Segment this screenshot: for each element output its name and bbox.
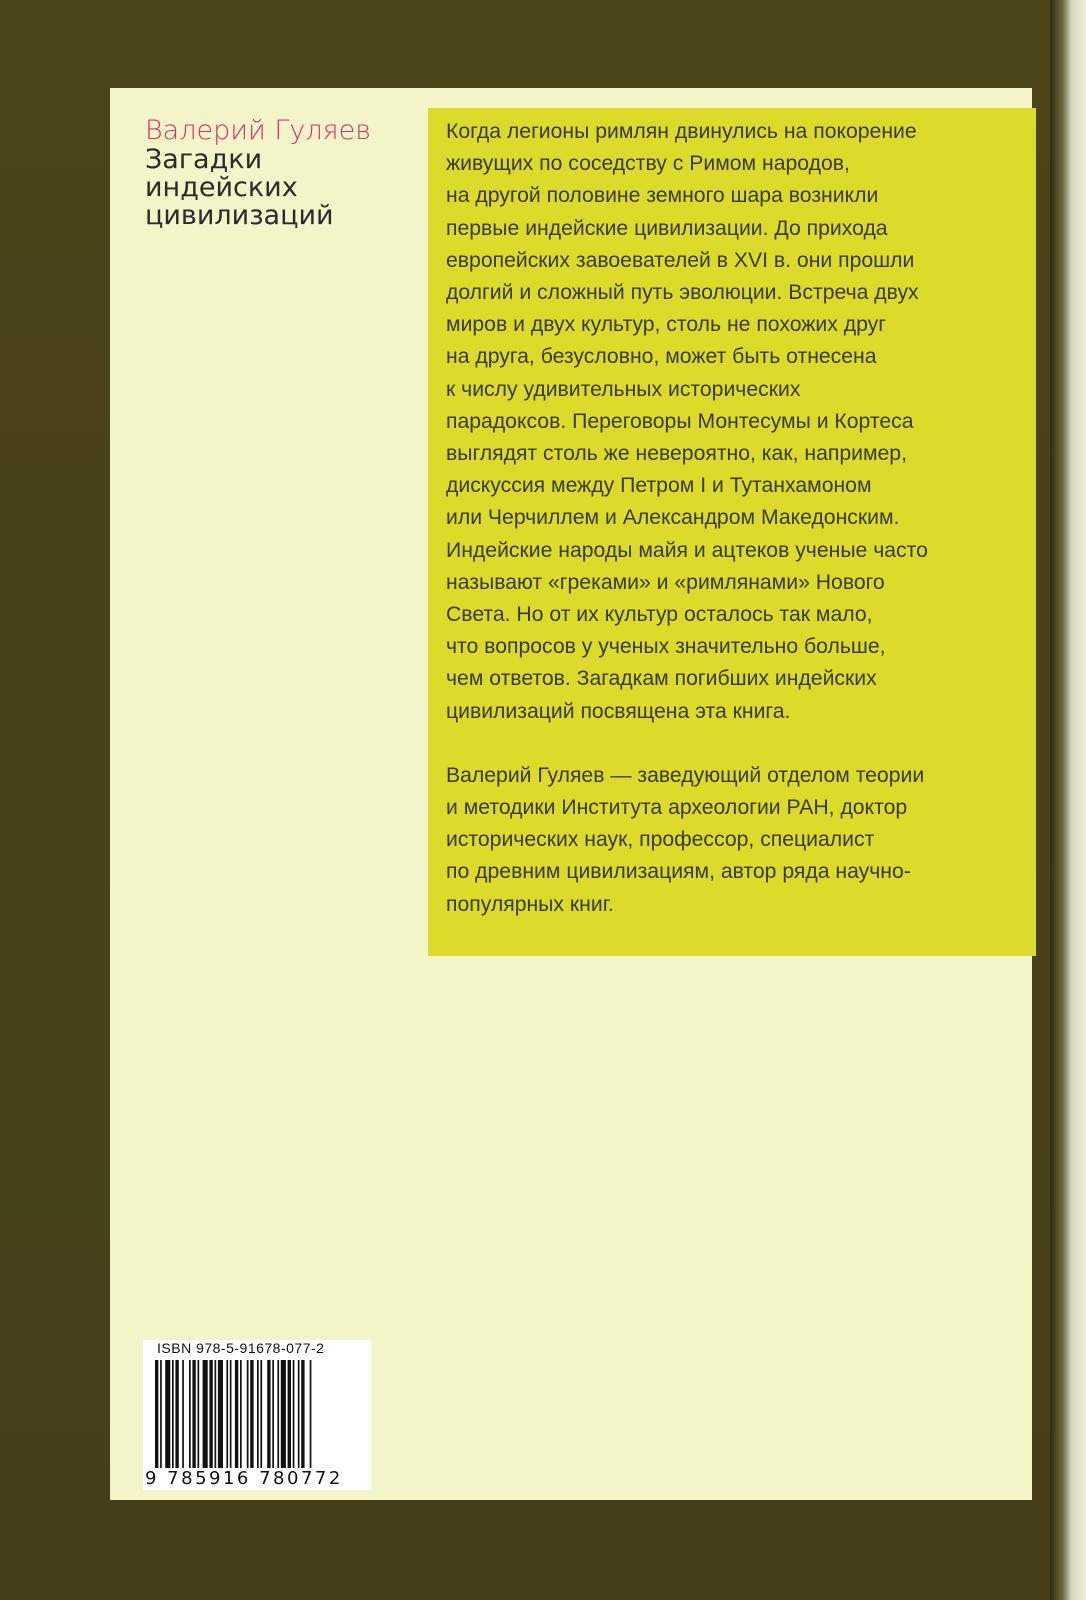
barcode-bar [165,1360,170,1468]
isbn-text: ISBN 978-5-91678-077-2 [157,1340,325,1356]
barcode-digits: 9 785916 780772 [145,1468,343,1489]
barcode-bar [172,1360,174,1468]
page-edge [1050,0,1086,1600]
barcode-bar [203,1360,208,1468]
description-line: выглядят столь же невероятно, как, например, [446,442,907,466]
barcode-bar [230,1360,232,1468]
barcode-bar [293,1360,295,1468]
barcode-bar [281,1360,286,1468]
bio-line: исторических наук, профессор, специалист [446,828,875,852]
description-line: цивилизаций посвящена эта книга. [446,699,791,723]
description-line: на друга, безусловно, может быть отнесена [446,345,877,369]
description-line: европейских завоевателей в XVI в. они прошли [446,248,915,272]
barcode-bar [272,1360,274,1468]
bio-line: и методики Института археологии РАН, доктор [446,796,908,820]
barcode-bar [260,1360,262,1468]
title-line: Загадки [145,144,263,175]
bio-line: Валерий Гуляев — заведующий отделом теории [446,763,925,787]
barcode-bar [240,1360,242,1468]
description-paragraph [446,116,1016,728]
barcode-bar [215,1360,217,1468]
barcode-bar [160,1360,162,1468]
author-title-block [145,116,405,230]
barcode-bars [155,1360,359,1468]
description-text [446,116,1016,921]
description-line: называют «греками» и «римлянами» Нового [446,570,885,594]
barcode-bar [198,1360,200,1468]
bio-line: популярных книг. [446,892,614,916]
barcode-bar [209,1360,212,1468]
description-line: миров и двух культур, столь не похожих друг [446,313,886,337]
description-line: Когда легионы римлян двинулись на покорение [446,120,917,143]
barcode-bar [247,1360,249,1468]
barcode-bar [175,1360,178,1468]
title-line: цивилизаций [145,200,334,231]
description-line: что вопросов у ученых значительно больше, [446,635,886,659]
barcode-bar [189,1360,191,1468]
description-line: дискуссия между Петром I и Тутанхамоном [446,474,872,498]
author-bio [446,760,1016,921]
barcode-bar [192,1360,195,1468]
description-line: первые индейские цивилизации. До прихода [446,216,888,240]
book-title [145,146,405,230]
isbn-barcode [143,1340,371,1490]
barcode-bar [298,1360,300,1468]
barcode-bar [226,1360,228,1468]
barcode-bar [301,1360,304,1468]
barcode-bar [277,1360,279,1468]
barcode-bar [288,1360,291,1468]
description-line: к числу удивительных исторических [446,377,801,401]
description-line: Индейские народы майя и ацтеков ученые часто [446,538,928,562]
barcode-bar [155,1360,158,1468]
barcode-bar [310,1360,312,1468]
author-name: Валерий Гуляев [145,115,372,146]
description-line: Света. Но от их культур осталось так мало, [446,603,873,627]
barcode-bar [267,1360,270,1468]
description-line: на другой половине земного шара возникли [446,184,879,208]
barcode-bar [182,1360,184,1468]
description-line: парадоксов. Переговоры Монтесумы и Кортеса [446,409,914,433]
barcode-bar [218,1360,223,1468]
barcode-bar [235,1360,238,1468]
bio-line: по древним цивилизациям, автор ряда научно- [446,860,911,884]
title-line: индейских [145,172,298,203]
description-line: чем ответов. Загадкам погибших индейских [446,667,877,691]
description-line: живущих по соседству с Римом народов, [446,152,850,176]
barcode-bar [257,1360,259,1468]
description-line: или Черчиллем и Александром Македонским. [446,506,900,530]
description-line: долгий и сложный путь эволюции. Встреча двух [446,281,919,305]
barcode-bar [250,1360,253,1468]
